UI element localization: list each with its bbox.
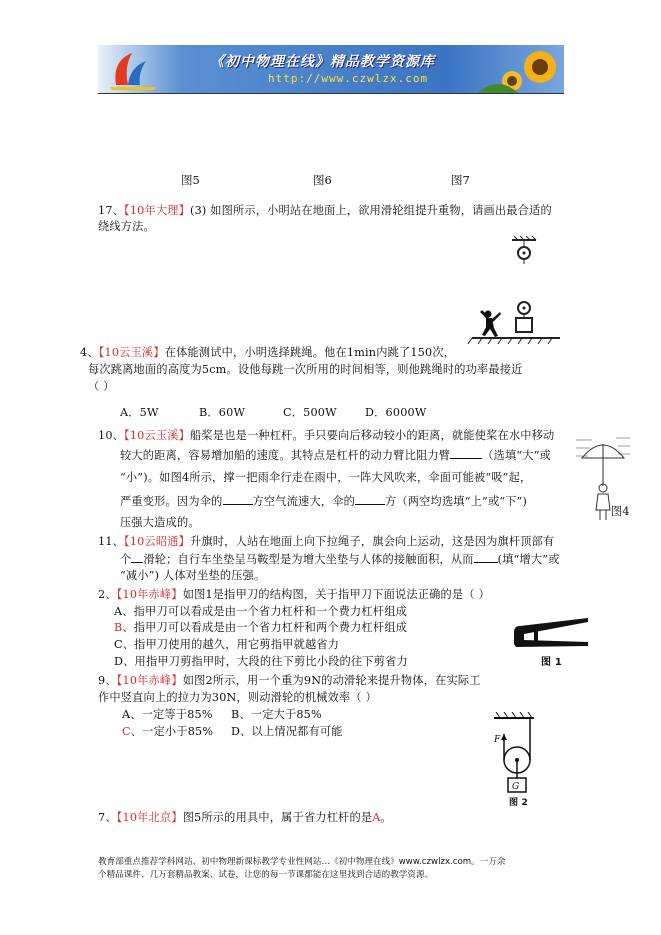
q11-blank-2[interactable] (474, 551, 498, 563)
q2-option-b-text: 、指甲刀可以看成是由一个省力杠杆和两个费力杠杆组成 (122, 621, 408, 634)
q11-line2 (120, 551, 560, 568)
q4-option-d: D．6000W (365, 406, 427, 419)
q2-option-a (114, 604, 407, 620)
q7-line1 (98, 810, 392, 826)
q17-number: 17、 (98, 204, 125, 217)
q7-tag: 【10年北京】 (116, 811, 183, 824)
q2-text1: 如图1是指甲刀的结构图，关于指甲刀下面说法正确的是（ ） (182, 588, 490, 601)
q2-option-b-letter: B (114, 621, 123, 634)
q10-line5: 压强大造成的。 (120, 516, 200, 529)
header-banner (98, 45, 564, 94)
banner-title: 《初中物理在线》精品教学资源库 (210, 54, 435, 70)
q9-option-c-text: 、一定小于85% (130, 725, 214, 738)
q10-line2 (120, 447, 551, 464)
figure-label-4: 图4 (611, 505, 630, 518)
q9-tag: 【10年赤峰】 (116, 674, 183, 687)
q2-option-a-text: 、指甲刀可以看成是由一个省力杠杆和一个费力杠杆组成 (122, 605, 407, 618)
person-pulling-icon (480, 310, 501, 337)
girl-icon (596, 484, 610, 520)
q9-option-a: A、一定等于85% (122, 708, 213, 721)
q2-line1 (98, 587, 490, 603)
q9-text1: 如图2所示，用一个重为9N的动滑轮来提升物体，在实际工 (182, 674, 481, 687)
q10-tag: 【10云玉溪】 (124, 429, 191, 442)
q4-option-b: B．60W (199, 406, 246, 419)
q4-number: 4、 (80, 346, 99, 359)
q7-answer: A (372, 811, 381, 824)
q9-line1 (98, 673, 481, 689)
q2-tag: 【10年赤峰】 (116, 588, 183, 601)
q4-line3: （ ） (88, 380, 115, 393)
q4-tag: 【10云玉溪】 (98, 346, 165, 359)
q9-option-c (122, 724, 213, 740)
q17-text1: (3) 如图所示，小明站在地面上，欲用滑轮组提升重物，请画出最合适的 (190, 204, 552, 217)
q2-option-c-letter: C (114, 638, 123, 651)
figure-caption-5: 图5 (181, 173, 200, 187)
q11-text2c: (填“增大”或 (497, 553, 560, 566)
footer-line-1: 教育部重点推荐学科网站、初中物理新课标教学专业性网站…《初中物理在线》www.czwlzx.com。一万余 (98, 857, 506, 867)
banner-url[interactable]: http://www.czwlzx.com (268, 72, 429, 85)
figure-caption-6: 图6 (313, 173, 332, 187)
weight-label: G (512, 782, 520, 792)
q2-option-d-letter: D (114, 655, 124, 668)
q10-number: 10、 (98, 429, 125, 442)
q2-option-c (114, 637, 339, 653)
q11-tag: 【10云昭通】 (124, 535, 191, 548)
q10-line1 (98, 428, 554, 444)
q17-line2: 绕线方法。 (98, 220, 155, 233)
q4-line2: 每次跳离地面的高度为5cm。设他每跳一次所用的时间相等，则他跳绳时的功率最接近 (88, 363, 523, 376)
figure-caption-7: 图7 (451, 173, 470, 187)
q9-line2: 作中竖直向上的拉力为30N，则动滑轮的机械效率（ ） (98, 691, 377, 704)
q11-text1: 升旗时，人站在地面上向下拉绳子，旗会向上运动，这是因为旗杆顶部有 (190, 535, 555, 548)
q10-line4 (120, 493, 527, 510)
q2-option-c-text: 、指甲刀使用的越久，用它剪指甲就越省力 (122, 638, 340, 651)
q9-option-d: D、以上情况都有可能 (231, 725, 343, 738)
q11-line3: “减小”) 人体对坐垫的压强。 (120, 569, 266, 582)
q2-number: 2、 (98, 588, 117, 601)
q2-option-a-letter: A (114, 605, 123, 618)
q10-blank-1[interactable] (450, 447, 482, 459)
q7-end: 。 (380, 811, 392, 824)
pulley-system-figure (466, 232, 562, 350)
q4-option-c: C．500W (283, 406, 337, 419)
q11-number: 11、 (98, 535, 125, 548)
q2-option-b (114, 620, 407, 636)
q10-text1: 船桨是也是一种杠杆。手只要向后移动较小的距离，就能使桨在水中移动 (190, 429, 555, 442)
q4-option-a: A．5W (120, 406, 159, 419)
q10-line3: “小”)。如图4所示，撑一把雨伞行走在雨中，一阵大风吹来，伞面可能被“吸”起， (120, 471, 532, 484)
figure-label-1: 图 1 (541, 657, 563, 668)
q7-text1: 图5所示的用具中，属于省力杠杆的是 (182, 811, 373, 824)
q4-text1: 在体能测试中，小明选择跳绳。他在1min内跳了150次， (164, 346, 456, 359)
q11-blank-1[interactable] (131, 551, 143, 563)
figure-label-2: 图 2 (509, 798, 528, 808)
q10-text4a: 严重变形。因为伞的 (120, 495, 223, 508)
q10-text4b: 方空气流速大，伞的 (252, 495, 355, 508)
q17-tag: 【10年大理】 (124, 204, 191, 217)
q10-text2a: 较大的距离，容易增加船的速度。其特点是杠杆的动力臂比阻力臂 (120, 449, 451, 462)
nail-clipper-figure (510, 614, 592, 650)
q10-blank-2[interactable] (223, 493, 253, 505)
q10-text4c: 方（两空均选填“上”或“下”) (385, 495, 528, 508)
q10-blank-3[interactable] (355, 493, 385, 505)
q11-text2b: 滑轮；自行车坐垫呈马鞍型是为增大坐垫与人体的接触面积，从而 (143, 553, 474, 566)
q4-line1 (80, 345, 455, 361)
q2-option-d-text: 、用指甲刀剪指甲时，大段的往下剪比小段的往下剪省力 (123, 655, 408, 668)
force-label: F (494, 735, 501, 745)
q9-option-c-letter: C (122, 725, 131, 738)
q9-option-b: B、一定大于85% (231, 708, 322, 721)
q7-number: 7、 (98, 811, 117, 824)
q11-text2a: 个 (120, 553, 132, 566)
q2-option-d (114, 654, 408, 670)
footer-line-2: 个精品课件、几万套精品教案、试卷，让您的每一节课都能在这里找到合适的教学资源。 (98, 870, 434, 880)
q17-line1 (98, 203, 552, 219)
q11-line1 (98, 534, 554, 550)
q10-text2b: （选填“大”或 (482, 449, 552, 462)
q9-number: 9、 (98, 674, 117, 687)
